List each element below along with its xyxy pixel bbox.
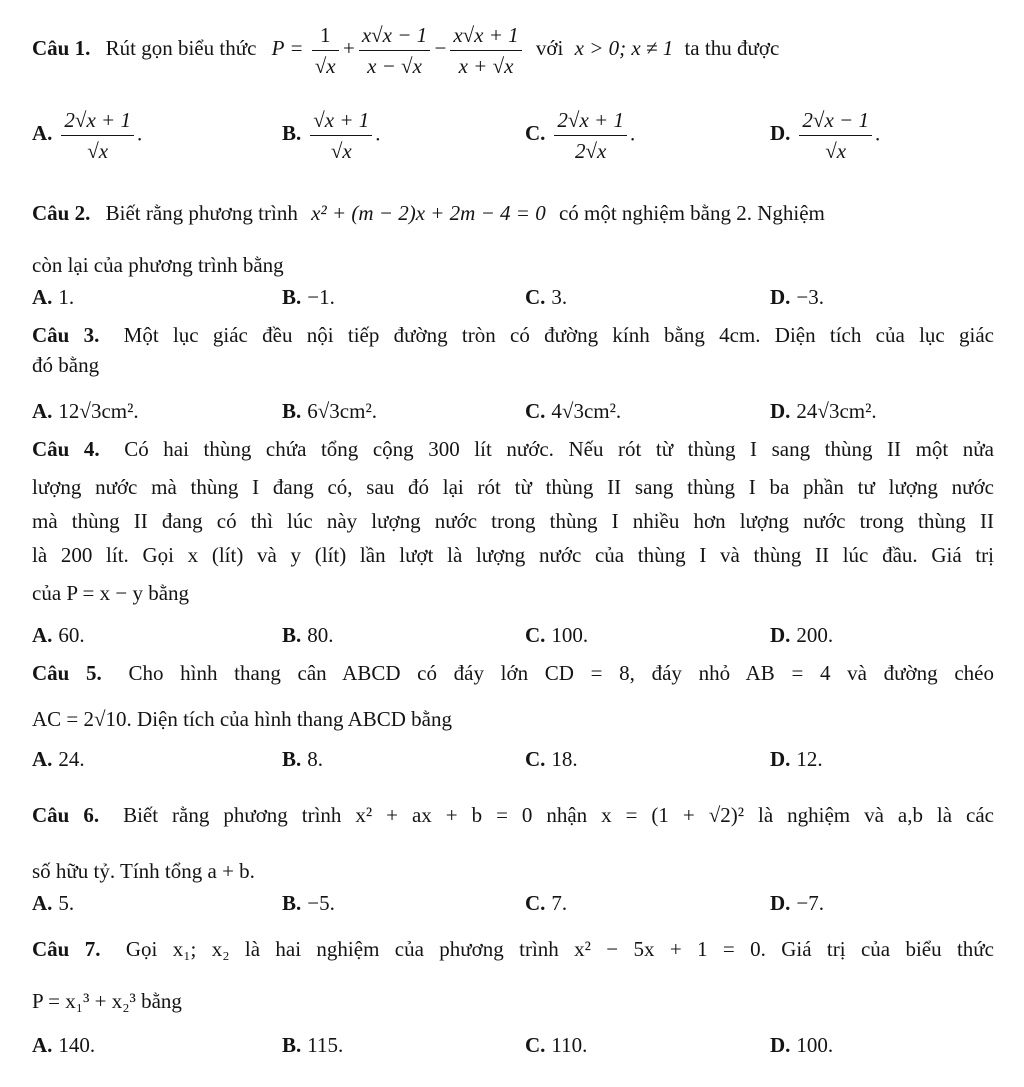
q4-stem-line5: của P = x − y bằng <box>32 581 190 605</box>
q7-option-b[interactable]: B. 115. <box>282 1033 344 1057</box>
q5-option-d[interactable]: D. 12. <box>770 747 823 771</box>
q7-stem-line1: Câu 7. Gọi x₁; x₂ là hai nghiệm của phương trình x² − 5x + 1 = 0. Giá trị của biểu thức <box>32 937 995 961</box>
q1-option-a[interactable]: A. $\frac{2√x + 1}{√x}$ . <box>32 108 143 163</box>
q1-term1: $\frac{1}{√x}$ <box>312 23 339 78</box>
q2-stem-line2: còn lại của phương trình bằng <box>32 253 284 277</box>
q4-option-d[interactable]: D. 200. <box>770 623 834 647</box>
q1-text-a: Rút gọn biểu thức <box>105 36 257 60</box>
q4-option-a[interactable]: A. 60. <box>32 623 85 647</box>
q6-option-d[interactable]: D. −7. <box>770 891 825 915</box>
q6-option-a[interactable]: A. 5. <box>32 891 75 915</box>
q2-option-c[interactable]: C. 3. <box>525 285 568 309</box>
q3-stem-line1: Câu 3. Một lục giác đều nội tiếp đường tròn có đường kính bằng 4cm. Diện tích của lục giác <box>32 323 994 347</box>
q4-stem-line1: Câu 4. Có hai thùng chứa tổng cộng 300 lít nước. Nếu rót từ thùng I sang thùng II một nửa <box>32 437 994 461</box>
q1-condition: x > 0; x ≠ 1 <box>574 36 674 60</box>
q1-formula: P = $\frac{1}{√x}$ + $\frac{x√x - 1}{x - √x}$ − $\frac{x√x + 1}{x + √x}$ <box>272 36 530 60</box>
q4-option-b[interactable]: B. 80. <box>282 623 334 647</box>
q3-option-b[interactable]: B. 6√3cm². <box>282 399 377 423</box>
q4-number: Câu 4. <box>32 437 100 461</box>
q1-term2: $\frac{x√x - 1}{x - √x}$ <box>359 23 430 78</box>
q1-number: Câu 1. <box>32 36 91 60</box>
q7-option-d[interactable]: D. 100. <box>770 1033 834 1057</box>
q4-stem-line2: lượng nước mà thùng I đang có, sau đó lại rót từ thùng II sang thùng I ba phần tư lượng nước <box>32 475 994 499</box>
q1-option-c[interactable]: C. $\frac{2√x + 1}{2√x}$ . <box>525 108 636 163</box>
q1-text-b: với <box>535 36 564 60</box>
q5-stem-line2: AC = 2√10. Diện tích của hình thang ABCD bằng <box>32 707 452 731</box>
q2-stem-line1: Câu 2. Biết rằng phương trình x² + (m − 2)x + 2m − 4 = 0 có một nghiệm bằng 2. Nghiệm <box>32 201 825 225</box>
q7-option-c[interactable]: C. 110. <box>525 1033 588 1057</box>
q4-option-c[interactable]: C. 100. <box>525 623 589 647</box>
q4-stem-line4: là 200 lít. Gọi x (lít) và y (lít) lần lượt là lượng nước của thùng I và thùng II lúc đầu. Giá trị <box>32 543 994 567</box>
q6-option-b[interactable]: B. −5. <box>282 891 335 915</box>
q7-option-a[interactable]: A. 140. <box>32 1033 96 1057</box>
q7-stem-line2: P = x₁³ + x₂³ bằng <box>32 989 182 1013</box>
q6-stem-line2: số hữu tỷ. Tính tổng a + b. <box>32 859 255 883</box>
q2-option-d[interactable]: D. −3. <box>770 285 825 309</box>
q3-option-c[interactable]: C. 4√3cm². <box>525 399 622 423</box>
q5-number: Câu 5. <box>32 661 102 685</box>
q1-stem <box>32 18 779 78</box>
q6-number: Câu 6. <box>32 803 100 827</box>
q7-number: Câu 7. <box>32 937 101 961</box>
q3-option-a[interactable]: A. 12√3cm². <box>32 399 139 423</box>
q2-option-a[interactable]: A. 1. <box>32 285 75 309</box>
q3-option-d[interactable]: D. 24√3cm². <box>770 399 877 423</box>
q3-number: Câu 3. <box>32 323 100 347</box>
q1-option-b[interactable]: B. $\frac{√x + 1}{√x}$ . <box>282 108 381 163</box>
q1-text-c: ta thu được <box>684 36 780 60</box>
q2-equation: x² + (m − 2)x + 2m − 4 = 0 <box>311 201 546 225</box>
q1-term3: $\frac{x√x + 1}{x + √x}$ <box>450 23 521 78</box>
q2-number: Câu 2. <box>32 201 91 225</box>
q3-stem-line2: đó bằng <box>32 353 100 377</box>
q5-option-c[interactable]: C. 18. <box>525 747 578 771</box>
q4-stem-line3: mà thùng II đang có thì lúc này lượng nước trong thùng I nhiều hơn lượng nước trong thùng II <box>32 509 994 533</box>
q6-option-c[interactable]: C. 7. <box>525 891 568 915</box>
q5-option-a[interactable]: A. 24. <box>32 747 85 771</box>
q6-stem-line1: Câu 6. Biết rằng phương trình x² + ax + b = 0 nhận x = (1 + √2)² là nghiệm và a,b là các <box>32 803 995 827</box>
q2-option-b[interactable]: B. −1. <box>282 285 335 309</box>
q1-option-d[interactable]: D. $\frac{2√x - 1}{√x}$ . <box>770 108 881 163</box>
q5-option-b[interactable]: B. 8. <box>282 747 324 771</box>
q5-stem-line1: Câu 5. Cho hình thang cân ABCD có đáy lớn CD = 8, đáy nhỏ AB = 4 và đường chéo <box>32 661 994 685</box>
